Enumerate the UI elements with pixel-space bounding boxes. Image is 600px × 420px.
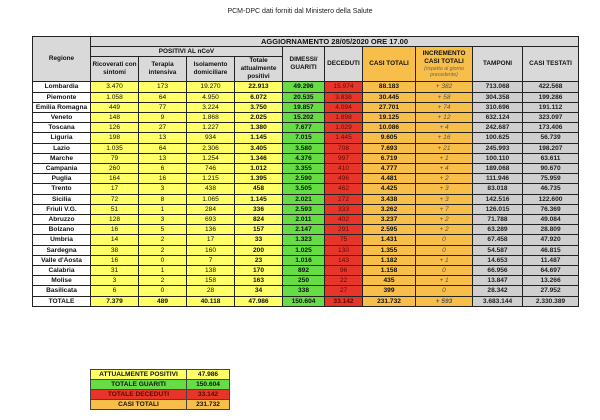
cell-deceduti: 291	[325, 225, 363, 235]
cell-incremento: + 12	[416, 112, 473, 122]
cell-guariti: 1.323	[283, 235, 325, 245]
cell-guariti: 2.590	[283, 174, 325, 184]
cell-ricoverati: 126	[91, 123, 139, 133]
table-row	[33, 143, 579, 153]
cell-isolamento: 1.868	[187, 112, 235, 122]
cell-ricoverati: 72	[91, 194, 139, 204]
cell-isolamento: 934	[187, 133, 235, 143]
cell-deceduti: 75	[325, 235, 363, 245]
cell-terapia: 9	[139, 112, 187, 122]
cell-isolamento: 158	[187, 276, 235, 286]
cell-ricoverati: 16	[91, 255, 139, 265]
cell-ricoverati: 79	[91, 153, 139, 163]
cell-tamponi: 142.516	[473, 194, 523, 204]
cell-regione: Valle d'Aosta	[33, 255, 91, 265]
summary-value: 150.604	[187, 380, 230, 390]
cell-tamponi: 310.696	[473, 102, 523, 112]
cell-tamponi: 100.625	[473, 133, 523, 143]
cell-terapia: 77	[139, 102, 187, 112]
cell-isolamento: 19.270	[187, 82, 235, 92]
cell-deceduti: 130	[325, 245, 363, 255]
cell-casi-testati: 64.697	[523, 266, 579, 276]
cell-casi-testati: 49.084	[523, 215, 579, 225]
cell-totale-positivi: 22.913	[235, 82, 283, 92]
cell-tamponi: 632.124	[473, 112, 523, 122]
table-row	[33, 204, 579, 214]
cell-totale-positivi: 1.012	[235, 164, 283, 174]
cell-tamponi: 67.458	[473, 235, 523, 245]
cell-incremento: + 1	[416, 255, 473, 265]
cell-incremento: + 21	[416, 143, 473, 153]
cell-deceduti: 4.094	[325, 102, 363, 112]
cell-casi-testati: 47.920	[523, 235, 579, 245]
cell-incremento: + 16	[416, 133, 473, 143]
cell-casi-totali: 4.777	[363, 164, 416, 174]
cell-terapia: 3	[139, 215, 187, 225]
cell-tamponi: 189.068	[473, 164, 523, 174]
cell-totale-positivi: 33	[235, 235, 283, 245]
cell-terapia: 0	[139, 255, 187, 265]
cell-totale-positivi: 824	[235, 215, 283, 225]
cell-guariti: 4.376	[283, 153, 325, 163]
cell-incremento: 0	[416, 245, 473, 255]
header-casi-testati: CASI TESTATI	[523, 47, 579, 82]
cell-ricoverati: 17	[91, 184, 139, 194]
table-row	[33, 112, 579, 122]
table-row	[33, 276, 579, 286]
cell-regione: Lazio	[33, 143, 91, 153]
cell-casi-testati: 63.611	[523, 153, 579, 163]
summary-label: CASI TOTALI	[91, 400, 187, 410]
table-row	[33, 225, 579, 235]
cell-totale-positivi: 47.986	[235, 296, 283, 306]
cell-isolamento: 28	[187, 286, 235, 296]
table-row	[33, 102, 579, 112]
cell-guariti: 2.593	[283, 204, 325, 214]
cell-guariti: 49.296	[283, 82, 325, 92]
cell-ricoverati: 31	[91, 266, 139, 276]
summary-value: 47.986	[187, 370, 230, 380]
cell-guariti: 2.011	[283, 215, 325, 225]
cell-totale-positivi: 1.145	[235, 194, 283, 204]
cell-casi-testati: 56.739	[523, 133, 579, 143]
table-body	[33, 82, 579, 306]
cell-regione: Calabria	[33, 266, 91, 276]
cell-casi-testati: 46.815	[523, 245, 579, 255]
header-incremento-label: INCREMENTO CASI TOTALI	[422, 50, 466, 66]
cell-ricoverati: 3.470	[91, 82, 139, 92]
cell-terapia: 489	[139, 296, 187, 306]
cell-incremento: + 4	[416, 164, 473, 174]
cell-totale-positivi: 3.750	[235, 102, 283, 112]
cell-tamponi: 13.847	[473, 276, 523, 286]
cell-isolamento: 693	[187, 215, 235, 225]
summary-label: TOTALE GUARITI	[91, 380, 187, 390]
cell-isolamento: 746	[187, 164, 235, 174]
cell-guariti: 3.505	[283, 184, 325, 194]
cell-incremento: + 2	[416, 225, 473, 235]
summary-value: 33.142	[187, 390, 230, 400]
cell-isolamento: 40.118	[187, 296, 235, 306]
cell-deceduti: 462	[325, 184, 363, 194]
cell-terapia: 8	[139, 194, 187, 204]
cell-regione: Bolzano	[33, 225, 91, 235]
cell-regione: Sicilia	[33, 194, 91, 204]
cell-terapia: 3	[139, 184, 187, 194]
cell-deceduti: 33.142	[325, 296, 363, 306]
cell-terapia: 1	[139, 266, 187, 276]
summary-label: ATTUALMENTE POSITIVI	[91, 370, 187, 380]
cell-isolamento: 1.227	[187, 123, 235, 133]
cell-casi-totali: 7.693	[363, 143, 416, 153]
summary-table	[90, 369, 230, 410]
table-row	[33, 235, 579, 245]
header-update-date: AGGIORNAMENTO 28/05/2020 ORE 17.00	[91, 37, 579, 47]
header-incremento	[416, 47, 473, 82]
cell-deceduti: 3.838	[325, 92, 363, 102]
cell-casi-testati: 28.809	[523, 225, 579, 235]
cell-casi-testati: 122.600	[523, 194, 579, 204]
cell-terapia: 16	[139, 174, 187, 184]
cell-isolamento: 1.065	[187, 194, 235, 204]
cell-totale-positivi: 1.380	[235, 123, 283, 133]
cell-casi-totali: 3.237	[363, 215, 416, 225]
table-row	[33, 92, 579, 102]
cell-ricoverati: 38	[91, 245, 139, 255]
cell-casi-totali: 27.701	[363, 102, 416, 112]
cell-regione: Umbria	[33, 235, 91, 245]
cell-casi-totali: 10.086	[363, 123, 416, 133]
cell-regione: Molise	[33, 276, 91, 286]
source-caption: PCM-DPC dati forniti dal Ministero della Salute	[227, 8, 373, 15]
cell-casi-testati: 75.959	[523, 174, 579, 184]
cell-isolamento: 438	[187, 184, 235, 194]
cell-deceduti: 402	[325, 215, 363, 225]
cell-ricoverati: 51	[91, 204, 139, 214]
cell-terapia: 2	[139, 276, 187, 286]
cell-isolamento: 2.306	[187, 143, 235, 153]
table-row	[33, 286, 579, 296]
cell-incremento: + 58	[416, 92, 473, 102]
cell-guariti: 250	[283, 276, 325, 286]
cell-regione: Abruzzo	[33, 215, 91, 225]
cell-terapia: 6	[139, 164, 187, 174]
cell-tamponi: 111.946	[473, 174, 523, 184]
cell-tamponi: 28.342	[473, 286, 523, 296]
cell-isolamento: 138	[187, 266, 235, 276]
cell-deceduti: 1.445	[325, 133, 363, 143]
cell-regione: Campania	[33, 164, 91, 174]
cell-ricoverati: 7.379	[91, 296, 139, 306]
cell-deceduti: 1.029	[325, 123, 363, 133]
table-row	[33, 133, 579, 143]
cell-casi-testati: 2.330.389	[523, 296, 579, 306]
summary-value: 231.732	[187, 400, 230, 410]
header-ricoverati: Ricoverati con sintomi	[91, 57, 139, 82]
cell-terapia: 5	[139, 225, 187, 235]
header-tamponi: TAMPONI	[473, 47, 523, 82]
cell-casi-testati: 46.735	[523, 184, 579, 194]
cell-ricoverati: 14	[91, 235, 139, 245]
cell-tamponi: 83.018	[473, 184, 523, 194]
cell-tamponi: 66.956	[473, 266, 523, 276]
cell-tamponi: 63.289	[473, 225, 523, 235]
cell-ricoverati: 1.058	[91, 92, 139, 102]
cell-incremento: + 593	[416, 296, 473, 306]
header-dimessi: DIMESSI/ GUARITI	[283, 47, 325, 82]
cell-casi-testati: 323.097	[523, 112, 579, 122]
cell-ricoverati: 198	[91, 133, 139, 143]
cell-casi-testati: 76.369	[523, 204, 579, 214]
cell-terapia: 64	[139, 143, 187, 153]
cell-casi-testati: 173.406	[523, 123, 579, 133]
cell-casi-totali: 1.182	[363, 255, 416, 265]
cell-ricoverati: 6	[91, 286, 139, 296]
cell-guariti: 7.015	[283, 133, 325, 143]
cell-deceduti: 1.898	[325, 112, 363, 122]
cell-ricoverati: 128	[91, 215, 139, 225]
cell-isolamento: 284	[187, 204, 235, 214]
cell-casi-totali: 435	[363, 276, 416, 286]
header-totale-positivi: Totale attualmente positivi	[235, 57, 283, 82]
cell-guariti: 2.147	[283, 225, 325, 235]
table-row	[33, 184, 579, 194]
cell-guariti: 2.021	[283, 194, 325, 204]
cell-guariti: 892	[283, 266, 325, 276]
cell-totale-positivi: 1.145	[235, 133, 283, 143]
cell-isolamento: 7	[187, 255, 235, 265]
cell-casi-testati: 191.112	[523, 102, 579, 112]
cell-regione: Puglia	[33, 174, 91, 184]
cell-incremento: + 2	[416, 174, 473, 184]
cell-guariti: 1.025	[283, 245, 325, 255]
cell-totale-positivi: 200	[235, 245, 283, 255]
cell-totale-positivi: 163	[235, 276, 283, 286]
cell-regione: Trento	[33, 184, 91, 194]
cell-guariti: 1.016	[283, 255, 325, 265]
cell-incremento: + 382	[416, 82, 473, 92]
table-row	[33, 153, 579, 163]
cell-terapia: 2	[139, 245, 187, 255]
cell-totale-positivi: 3.405	[235, 143, 283, 153]
cell-casi-totali: 9.605	[363, 133, 416, 143]
summary-row	[91, 400, 230, 410]
cell-deceduti: 496	[325, 174, 363, 184]
table-row	[33, 194, 579, 204]
cell-isolamento: 136	[187, 225, 235, 235]
cell-casi-totali: 3.262	[363, 204, 416, 214]
cell-terapia: 2	[139, 235, 187, 245]
header-deceduti: DECEDUTI	[325, 47, 363, 82]
table-row	[33, 245, 579, 255]
cell-guariti: 20.535	[283, 92, 325, 102]
cell-guariti: 15.202	[283, 112, 325, 122]
cell-incremento: + 4	[416, 123, 473, 133]
cell-regione: Basilicata	[33, 286, 91, 296]
cell-deceduti: 143	[325, 255, 363, 265]
cell-casi-testati: 27.952	[523, 286, 579, 296]
table-row-totale	[33, 296, 579, 306]
cell-ricoverati: 3	[91, 276, 139, 286]
cell-ricoverati: 148	[91, 112, 139, 122]
cell-guariti: 150.604	[283, 296, 325, 306]
table-row	[33, 215, 579, 225]
cell-regione: TOTALE	[33, 296, 91, 306]
cell-incremento: + 3	[416, 184, 473, 194]
cell-totale-positivi: 170	[235, 266, 283, 276]
cell-casi-testati: 422.568	[523, 82, 579, 92]
cell-terapia: 0	[139, 286, 187, 296]
cell-totale-positivi: 6.072	[235, 92, 283, 102]
cell-tamponi: 54.587	[473, 245, 523, 255]
cell-regione: Veneto	[33, 112, 91, 122]
cell-tamponi: 242.687	[473, 123, 523, 133]
cell-incremento: + 2	[416, 215, 473, 225]
cell-deceduti: 708	[325, 143, 363, 153]
cell-regione: Friuli V.G.	[33, 204, 91, 214]
cell-regione: Piemonte	[33, 92, 91, 102]
cell-tamponi: 14.653	[473, 255, 523, 265]
cell-totale-positivi: 1.346	[235, 153, 283, 163]
table-row	[33, 164, 579, 174]
cell-isolamento: 4.950	[187, 92, 235, 102]
covid-regional-table	[32, 36, 579, 307]
cell-tamponi: 126.015	[473, 204, 523, 214]
cell-terapia: 13	[139, 133, 187, 143]
cell-casi-totali: 19.125	[363, 112, 416, 122]
cell-totale-positivi: 34	[235, 286, 283, 296]
summary-row	[91, 370, 230, 380]
cell-tamponi: 713.068	[473, 82, 523, 92]
cell-deceduti: 997	[325, 153, 363, 163]
cell-regione: Marche	[33, 153, 91, 163]
cell-casi-testati: 199.286	[523, 92, 579, 102]
cell-incremento: + 1	[416, 153, 473, 163]
cell-totale-positivi: 458	[235, 184, 283, 194]
cell-tamponi: 245.993	[473, 143, 523, 153]
cell-deceduti: 272	[325, 194, 363, 204]
cell-terapia: 27	[139, 123, 187, 133]
cell-casi-totali: 4.481	[363, 174, 416, 184]
cell-incremento: 0	[416, 286, 473, 296]
cell-terapia: 64	[139, 92, 187, 102]
cell-guariti: 3.580	[283, 143, 325, 153]
cell-ricoverati: 260	[91, 164, 139, 174]
cell-guariti: 338	[283, 286, 325, 296]
cell-guariti: 7.677	[283, 123, 325, 133]
cell-casi-totali: 6.719	[363, 153, 416, 163]
cell-deceduti: 96	[325, 266, 363, 276]
cell-regione: Toscana	[33, 123, 91, 133]
cell-tamponi: 304.358	[473, 92, 523, 102]
cell-ricoverati: 449	[91, 102, 139, 112]
cell-isolamento: 17	[187, 235, 235, 245]
cell-casi-totali: 1.431	[363, 235, 416, 245]
header-isolamento: Isolamento domiciliare	[187, 57, 235, 82]
header-casi-totali: CASI TOTALI	[363, 47, 416, 82]
cell-isolamento: 1.215	[187, 174, 235, 184]
header-terapia: Terapia intensiva	[139, 57, 187, 82]
cell-casi-totali: 2.595	[363, 225, 416, 235]
cell-tamponi: 71.788	[473, 215, 523, 225]
table-row	[33, 174, 579, 184]
table-row	[33, 123, 579, 133]
cell-incremento: + 1	[416, 276, 473, 286]
table-row	[33, 255, 579, 265]
cell-totale-positivi: 2.025	[235, 112, 283, 122]
cell-totale-positivi: 157	[235, 225, 283, 235]
cell-isolamento: 1.254	[187, 153, 235, 163]
cell-casi-testati: 13.266	[523, 276, 579, 286]
cell-ricoverati: 16	[91, 225, 139, 235]
cell-casi-totali: 4.425	[363, 184, 416, 194]
cell-ricoverati: 1.035	[91, 143, 139, 153]
cell-ricoverati: 164	[91, 174, 139, 184]
cell-totale-positivi: 336	[235, 204, 283, 214]
cell-totale-positivi: 1.395	[235, 174, 283, 184]
cell-casi-totali: 1.355	[363, 245, 416, 255]
cell-regione: Emilia Romagna	[33, 102, 91, 112]
table-row	[33, 266, 579, 276]
cell-terapia: 173	[139, 82, 187, 92]
cell-guariti: 19.857	[283, 102, 325, 112]
cell-casi-totali: 88.183	[363, 82, 416, 92]
cell-casi-totali: 399	[363, 286, 416, 296]
summary-row	[91, 390, 230, 400]
cell-regione: Liguria	[33, 133, 91, 143]
cell-casi-totali: 231.732	[363, 296, 416, 306]
cell-isolamento: 160	[187, 245, 235, 255]
summary-row	[91, 380, 230, 390]
cell-casi-testati: 198.207	[523, 143, 579, 153]
header-incremento-note: (rispetto al giorno precedente)	[423, 66, 465, 79]
cell-casi-totali: 30.445	[363, 92, 416, 102]
cell-incremento: 0	[416, 235, 473, 245]
cell-casi-totali: 1.158	[363, 266, 416, 276]
summary-label: TOTALE DECEDUTI	[91, 390, 187, 400]
cell-casi-testati: 90.670	[523, 164, 579, 174]
cell-deceduti: 410	[325, 164, 363, 174]
cell-casi-totali: 3.438	[363, 194, 416, 204]
cell-incremento: + 74	[416, 102, 473, 112]
header-regione: Regione	[33, 37, 91, 82]
cell-terapia: 1	[139, 204, 187, 214]
header-positivi-group: POSITIVI AL nCoV	[91, 47, 283, 57]
cell-tamponi: 3.683.144	[473, 296, 523, 306]
cell-deceduti: 27	[325, 286, 363, 296]
cell-deceduti: 22	[325, 276, 363, 286]
cell-incremento: + 3	[416, 194, 473, 204]
table-row	[33, 82, 579, 92]
cell-isolamento: 3.224	[187, 102, 235, 112]
cell-regione: Sardegna	[33, 245, 91, 255]
cell-deceduti: 15.974	[325, 82, 363, 92]
cell-incremento: 0	[416, 266, 473, 276]
cell-totale-positivi: 23	[235, 255, 283, 265]
cell-guariti: 3.355	[283, 164, 325, 174]
cell-incremento: + 7	[416, 204, 473, 214]
cell-tamponi: 100.110	[473, 153, 523, 163]
cell-regione: Lombardia	[33, 82, 91, 92]
cell-deceduti: 333	[325, 204, 363, 214]
cell-terapia: 13	[139, 153, 187, 163]
cell-casi-testati: 11.487	[523, 255, 579, 265]
